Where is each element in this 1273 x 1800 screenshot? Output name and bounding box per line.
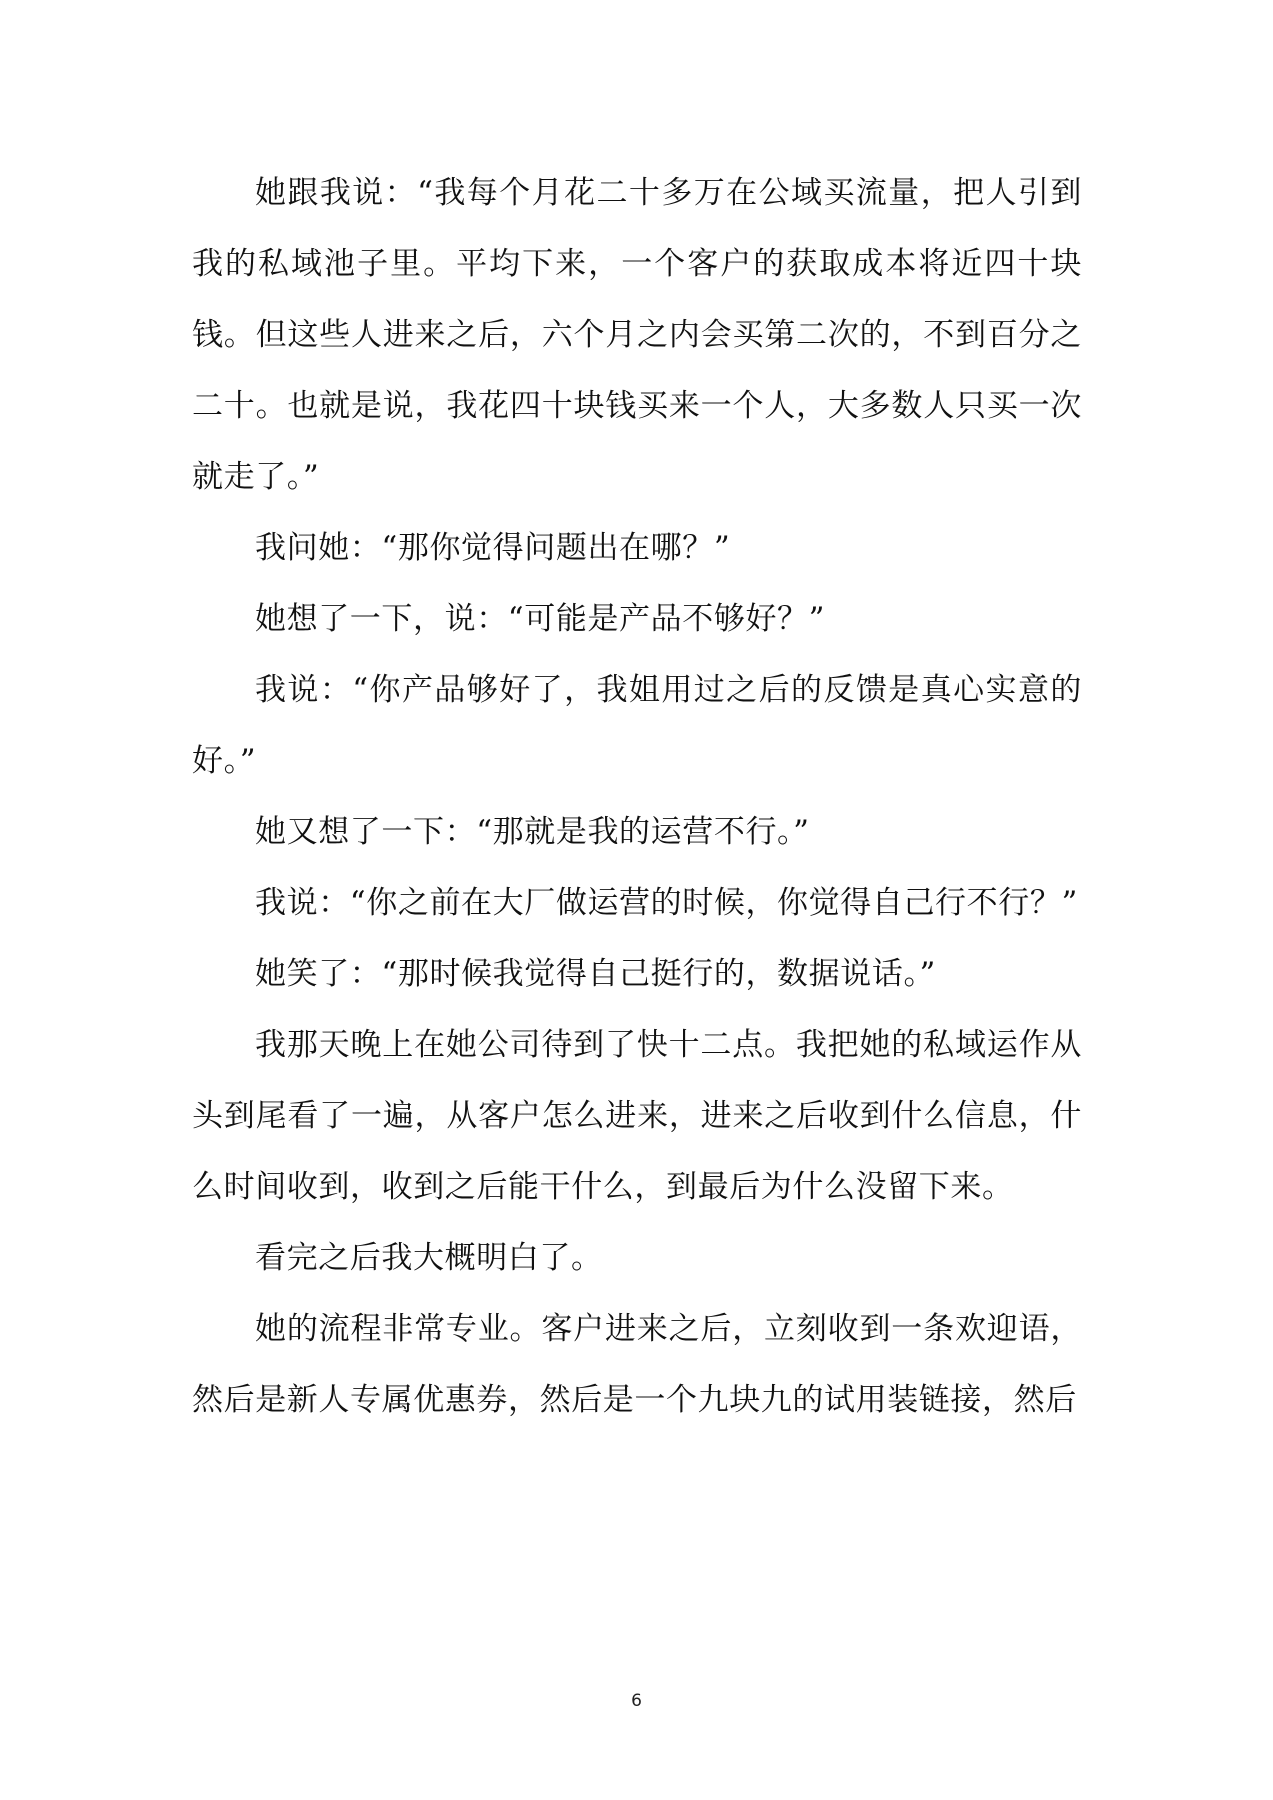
paragraph: 看完之后我大概明白了。 [255,1240,603,1276]
paragraph: 她又想了一下：“那就是我的运营不行。” [255,814,810,850]
paragraph: 我那天晚上在她公司待到了快十二点。我把她的私域运作从头到尾看了一遍，从客户怎么进来，进来之后收到什么信息，什么时间收到，收到之后能干什么，到最后为什么没留下来。 [192,1027,1082,1205]
page-number: 6 [631,1691,642,1711]
body-text [192,158,1082,1436]
paragraph: 我说：“你之前在大厂做运营的时候，你觉得自己行不行？” [255,885,1078,921]
paragraph: 她的流程非常专业。客户进来之后，立刻收到一条欢迎语，然后是新人专属优惠券，然后是一个九块九的试用装链接，然后 [192,1311,1082,1418]
paragraph: 我说：“你产品够好了，我姐用过之后的反馈是真心实意的好。” [192,672,1082,779]
paragraph: 我问她：“那你觉得问题出在哪？” [255,530,731,566]
paragraph: 她想了一下，说：“可能是产品不够好？” [255,601,826,637]
paragraph: 她笑了：“那时候我觉得自己挺行的，数据说话。” [255,956,936,992]
paragraph: 她跟我说：“我每个月花二十多万在公域买流量，把人引到我的私域池子里。平均下来，一个客户的获取成本将近四十块钱。但这些人进来之后，六个月之内会买第二次的，不到百分之二十。也就是说，我花四十块钱买来一个人，大多数人只买一次就走了。” [192,175,1082,495]
